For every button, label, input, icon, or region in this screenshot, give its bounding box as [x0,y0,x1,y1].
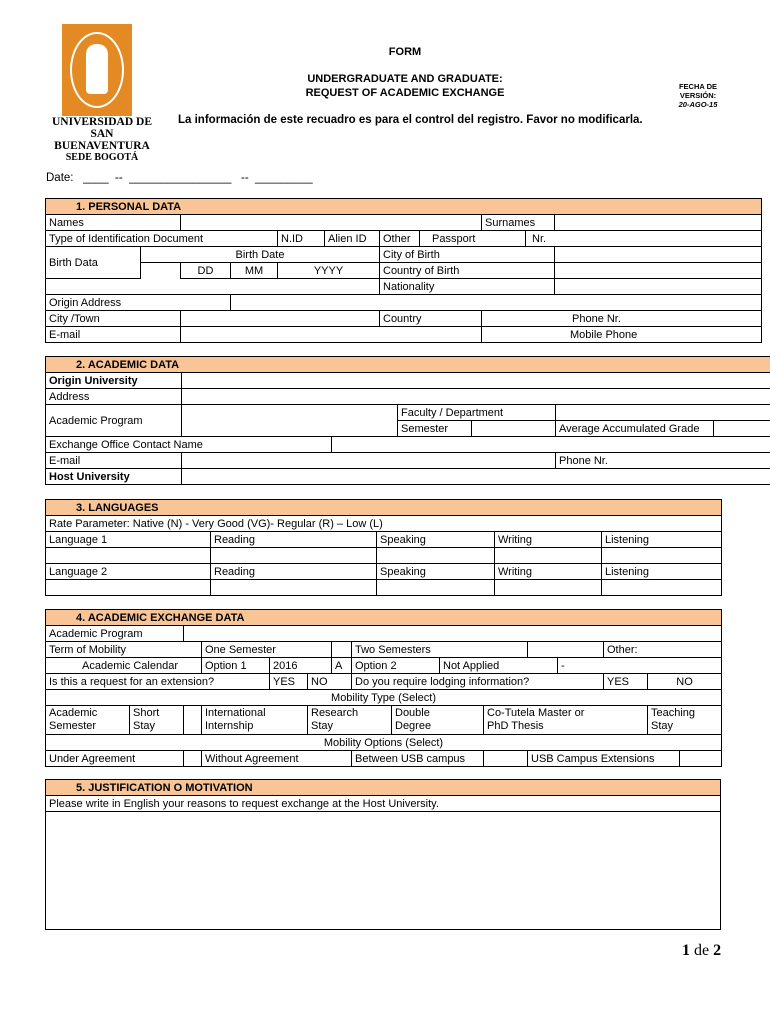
option-1-period[interactable]: A [332,658,352,674]
page-current: 1 [682,942,690,959]
language-1-reading-input[interactable] [211,548,377,564]
academic-calendar-label: Academic Calendar [46,658,202,674]
exchange-data-header: 4. ACADEMIC EXCHANGE DATA [46,610,722,626]
country-of-birth-label: Country of Birth [380,263,555,279]
exchange-contact-input[interactable] [332,437,770,453]
personal-data-header: 1. PERSONAL DATA [46,199,762,215]
academic-program-label: Academic Program [46,405,182,437]
two-semesters-check[interactable] [528,642,604,658]
mobility-academic-semester[interactable] [46,706,130,735]
city-of-birth-label: City of Birth [380,247,555,263]
version-box [670,82,726,109]
version-line-1: FECHA DE [678,82,718,91]
address-input[interactable] [182,389,770,405]
language-1-speaking-input[interactable] [377,548,495,564]
mobility-teaching-stay[interactable] [648,706,722,735]
language-2-reading-input[interactable] [211,580,377,596]
justification-header: 5. JUSTIFICATION O MOTIVATION [46,780,721,796]
birth-date-label: Birth Date [141,247,380,263]
one-semester-option[interactable]: One Semester [202,642,332,658]
language-2-reading: Reading [211,564,377,580]
language-2-input[interactable] [46,580,211,596]
one-semester-check[interactable] [332,642,352,658]
option-1-year[interactable]: 2016 [270,658,332,674]
names-input[interactable] [181,215,482,231]
saint-figure-icon [86,44,108,94]
academic-email-label: E-mail [46,453,182,469]
subtitle-line-1: UNDERGRADUATE AND GRADUATE: [307,73,503,85]
cotutela-line-2: PhD Thesis [487,720,544,732]
city-of-birth-input[interactable] [555,247,762,263]
academic-phone-label: Phone Nr. [556,453,770,469]
university-line-3: SEDE BOGOTÁ [65,152,139,163]
origin-university-label: Origin University [46,373,182,389]
email-input[interactable] [181,327,482,343]
mobile-phone-label: Mobile Phone [482,327,762,343]
version-line-2: VERSIÓN: [679,91,717,100]
university-name [44,116,160,164]
language-2-writing: Writing [495,564,602,580]
extension-no[interactable]: NO [308,674,352,690]
language-2-listening: Listening [602,564,722,580]
birth-spacer [141,263,181,279]
extension-yes[interactable]: YES [270,674,308,690]
birth-data-label: Birth Data [46,247,141,279]
exchange-contact-label: Exchange Office Contact Name [46,437,332,453]
country-label: Country [380,311,482,327]
other-term-option[interactable]: Other: [604,642,722,658]
language-2-label: Language 2 [46,564,211,580]
term-of-mobility-label: Term of Mobility [46,642,202,658]
double-degree-line-1: Double [395,707,430,719]
nationality-input[interactable] [555,279,762,295]
subtitle-line-2: REQUEST OF ACADEMIC EXCHANGE [305,87,505,99]
country-of-birth-input[interactable] [555,263,762,279]
between-usb-option[interactable]: Between USB campus [352,751,484,767]
two-semesters-option[interactable]: Two Semesters [352,642,528,658]
language-1-speaking: Speaking [377,532,495,548]
option-2-value[interactable]: Not Applied [440,658,558,674]
research-stay-line-1: Research [311,707,359,719]
language-1-reading: Reading [211,532,377,548]
under-agreement-check[interactable] [184,751,202,767]
mobility-options-label: Mobility Options (Select) [46,735,722,751]
origin-address-label: Origin Address [46,295,231,311]
academic-data-table [45,356,770,485]
language-1-input[interactable] [46,548,211,564]
justification-instructions: Please write in English your reasons to request exchange at the Host University. [46,796,721,812]
under-agreement-option[interactable]: Under Agreement [46,751,184,767]
other-label[interactable]: Other [380,231,420,247]
birth-month-field[interactable]: MM [231,263,278,279]
origin-address-input[interactable] [231,295,762,311]
language-1-listening: Listening [602,532,722,548]
mobility-research-stay[interactable] [308,706,392,735]
languages-table [45,499,722,596]
extension-question: Is this a request for an extension? [46,674,270,690]
rate-parameter: Rate Parameter: Native (N) - Very Good (VG)- Regular (R) – Low (L) [46,516,722,532]
justification-table [45,779,721,930]
language-1-listening-input[interactable] [602,548,722,564]
research-stay-line-2: Stay [311,720,334,732]
internship-line-2: Internship [205,720,254,732]
mobility-short-stay[interactable] [130,706,184,735]
avg-grade-input[interactable] [714,421,770,437]
avg-grade-label: Average Accumulated Grade [556,421,714,437]
address-label: Address [46,389,182,405]
language-2-writing-input[interactable] [495,580,602,596]
between-usb-check[interactable] [484,751,528,767]
academic-semester-line-2: Semester [49,720,97,732]
date-field[interactable]: Date: ____ -- ________________ -- _________ [46,172,313,184]
page-number [682,942,721,960]
names-label: Names [46,215,181,231]
exchange-program-input[interactable] [184,626,722,642]
exchange-program-label: Academic Program [46,626,184,642]
academic-email-input[interactable] [182,453,556,469]
option-2-dash[interactable]: - [558,658,722,674]
form-subtitle [270,72,540,100]
form-title: FORM [388,46,422,58]
option-1-label: Option 1 [202,658,270,674]
academic-semester-line-1: Academic [49,707,98,719]
mobility-cotutela[interactable] [484,706,648,735]
city-town-input[interactable] [181,311,380,327]
mobility-double-degree[interactable] [392,706,484,735]
double-degree-line-2: Degree [395,720,432,732]
lodging-yes[interactable]: YES [604,674,648,690]
notice-text: La información de este recuadro es para el control del registro. Favor no modificarla. [178,114,643,126]
university-line-1: UNIVERSIDAD DE [51,116,152,128]
language-1-writing: Writing [495,532,602,548]
passport-label[interactable]: Passport [420,231,526,247]
teaching-stay-line-2: Stay [651,720,674,732]
language-1-label: Language 1 [46,532,211,548]
faculty-label: Faculty / Department [398,405,556,421]
surnames-label: Surnames [482,215,555,231]
version-date: 20-AGO-15 [678,100,718,109]
phone-nr-label: Phone Nr. [482,311,762,327]
teaching-stay-line-1: Teaching [651,707,696,719]
host-university-label: Host University [46,469,182,485]
academic-data-header: 2. ACADEMIC DATA [46,357,770,373]
academic-program-input[interactable] [182,405,398,437]
university-line-2: SAN BUENAVENTURA [54,128,150,152]
page-separator: de [694,942,710,959]
city-town-label: City /Town [46,311,181,327]
birth-day-field[interactable]: DD [181,263,231,279]
cotutela-line-1: Co-Tutela Master or [487,707,585,719]
alien-id-label[interactable]: Alien ID [325,231,380,247]
personal-data-table [45,198,762,343]
nationality-label: Nationality [380,279,555,295]
surnames-input[interactable] [555,215,762,231]
short-stay-check[interactable] [184,706,202,735]
language-2-speaking-input[interactable] [377,580,495,596]
internship-line-1: International [205,707,266,719]
university-logo [62,24,132,116]
id-type-label: Type of Identification Document [46,231,278,247]
nationality-spacer [46,279,380,295]
lodging-question: Do you require lodging information? [352,674,604,690]
short-stay-line-1: Short [133,707,160,719]
language-1-writing-input[interactable] [495,548,602,564]
lodging-no[interactable]: NO [648,674,722,690]
exchange-data-table [45,609,722,767]
without-agreement-option[interactable]: Without Agreement [202,751,352,767]
mobility-type-label: Mobility Type (Select) [46,690,722,706]
languages-header: 3. LANGUAGES [46,500,722,516]
option-2-label: Option 2 [352,658,440,674]
usb-extensions-option[interactable]: USB Campus Extensions [528,751,680,767]
short-stay-line-2: Stay [133,720,156,732]
birth-year-field[interactable]: YYYY [278,263,380,279]
language-2-listening-input[interactable] [602,580,722,596]
language-2-speaking: Speaking [377,564,495,580]
id-number-label[interactable]: Nr. [526,231,762,247]
host-university-input[interactable] [182,469,770,485]
semester-input[interactable] [472,421,556,437]
email-label: E-mail [46,327,181,343]
origin-university-input[interactable] [182,373,770,389]
usb-extensions-check[interactable] [680,751,722,767]
semester-label: Semester [398,421,472,437]
mobility-internship[interactable] [202,706,308,735]
nid-label[interactable]: N.ID [278,231,325,247]
page-total: 2 [713,942,722,959]
faculty-input[interactable] [556,405,770,421]
justification-textarea[interactable] [46,812,721,930]
